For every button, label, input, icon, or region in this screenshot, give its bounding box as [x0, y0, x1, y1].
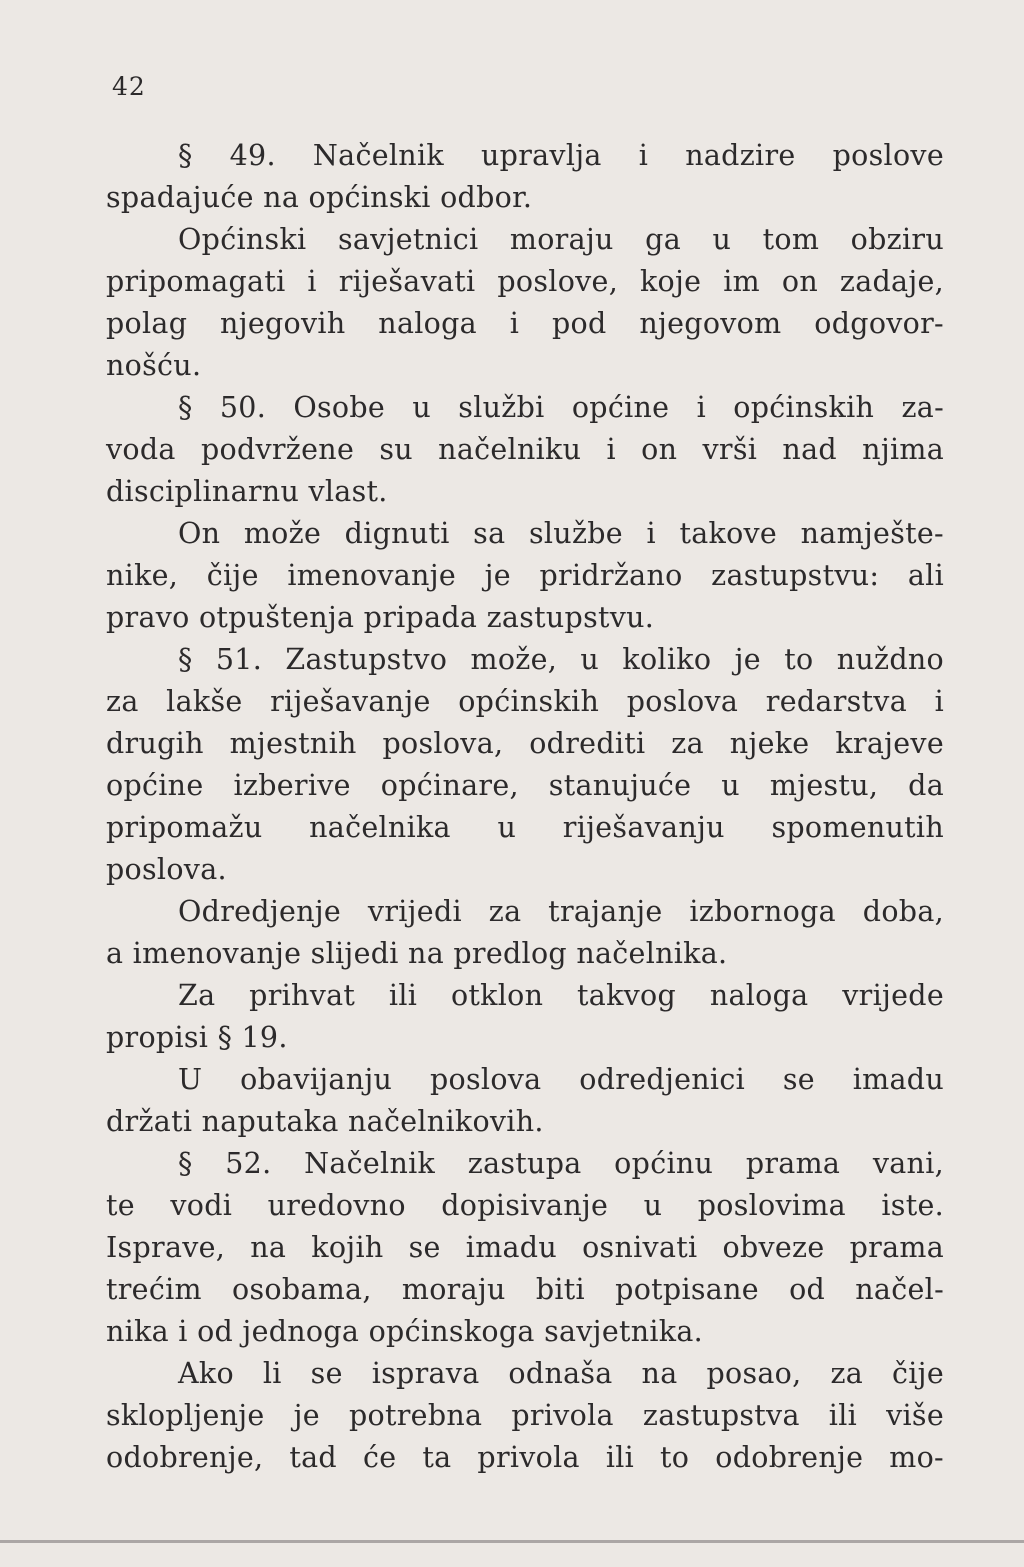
section-paragraph: [106, 639, 944, 891]
text-line: nika i od jednoga općinskoga savjetnika.: [106, 1315, 704, 1348]
text-line: drugih mjestnih poslova, odrediti za njeke krajeve: [106, 727, 944, 760]
paragraph: [106, 891, 944, 975]
text-line: disciplinarnu vlast.: [106, 475, 388, 508]
text-line: § 49. Načelnik upravlja i nadzire poslove: [178, 139, 944, 172]
text-line: § 50. Osobe u službi općine i općinskih za-: [178, 391, 944, 424]
text-line: Isprave, na kojih se imadu osnivati obveze prama: [106, 1231, 944, 1264]
text-line: poslova.: [106, 853, 227, 886]
text-line: Općinski savjetnici moraju ga u tom obziru: [178, 223, 944, 256]
text-line: spadajuće na općinski odbor.: [106, 181, 533, 214]
text-line: On može dignuti sa službe i takove namješte-: [178, 517, 944, 550]
text-line: § 52. Načelnik zastupa općinu prama vani,: [178, 1147, 944, 1180]
text-line: Za prihvat ili otklon takvog naloga vrijede: [178, 979, 944, 1012]
text-line: općine izberive općinare, stanujuće u mjestu, da: [106, 769, 944, 802]
text-line: U obavijanju poslova odredjenici se imadu: [178, 1063, 944, 1096]
paragraph: [106, 513, 944, 639]
page-number: 42: [112, 72, 146, 101]
paragraph: [106, 219, 944, 387]
text-line: polag njegovih naloga i pod njegovom odgovor-: [106, 307, 944, 340]
text-line: Ako li se isprava odnaša na posao, za čije: [178, 1357, 944, 1390]
text-line: sklopljenje je potrebna privola zastupstva ili više: [106, 1399, 944, 1432]
paragraph: [106, 975, 944, 1059]
text-line: pripomagati i riješavati poslove, koje im on zadaje,: [106, 265, 944, 298]
text-line: pripomažu načelnika u riješavanju spomenutih: [106, 811, 944, 844]
text-line: voda podvržene su načelniku i on vrši nad njima: [106, 433, 944, 466]
section-paragraph: [106, 135, 944, 219]
text-line: propisi § 19.: [106, 1021, 288, 1054]
paragraph: [106, 1059, 944, 1143]
text-line: nike, čije imenovanje je pridržano zastupstvu: ali: [106, 559, 944, 592]
text-line: § 51. Zastupstvo može, u koliko je to nuždno: [178, 643, 944, 676]
page-bottom-edge: [0, 1540, 1024, 1543]
paragraph: [106, 1353, 944, 1479]
text-line: držati naputaka načelnikovih.: [106, 1105, 544, 1138]
text-line: te vodi uredovno dopisivanje u poslovima iste.: [106, 1189, 944, 1222]
text-line: a imenovanje slijedi na predlog načelnika.: [106, 937, 728, 970]
text-line: nošću.: [106, 349, 202, 382]
section-paragraph: [106, 1143, 944, 1353]
text-line: odobrenje, tad će ta privola ili to odobrenje mo-: [106, 1441, 944, 1474]
section-paragraph: [106, 387, 944, 513]
text-body: [106, 135, 944, 1479]
text-line: Odredjenje vrijedi za trajanje izbornoga doba,: [178, 895, 944, 928]
text-line: pravo otpuštenja pripada zastupstvu.: [106, 601, 655, 634]
text-line: trećim osobama, moraju biti potpisane od načel-: [106, 1273, 944, 1306]
text-line: za lakše riješavanje općinskih poslova redarstva i: [106, 685, 944, 718]
